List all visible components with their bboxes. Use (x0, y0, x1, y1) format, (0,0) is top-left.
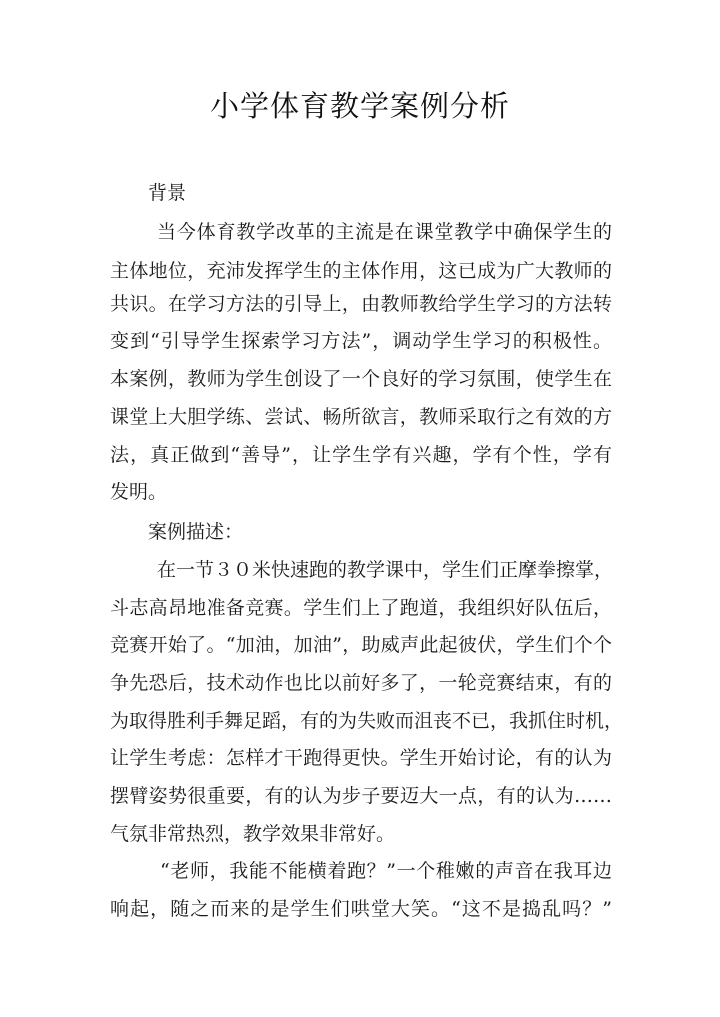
paragraph-line: 法，真正做到“善导”，让学生学有兴趣，学有个性，学有 (110, 444, 612, 466)
paragraph-line: 本案例，教师为学生创设了一个良好的学习氛围，使学生在 (110, 368, 612, 390)
paragraph-line: 为取得胜利手舞足蹈，有的为失败而沮丧不已，我抓住时机， (110, 710, 624, 732)
paragraph-line: 主体地位，充沛发挥学生的主体作用，这已成为广大教师的 (110, 260, 612, 282)
paragraph-line: 摆臂姿势很重要，有的认为步子要迈大一点，有的认为…… (110, 785, 612, 807)
document-title: 小学体育教学案例分析 (209, 89, 510, 123)
paragraph-line: 响起，随之而来的是学生们哄堂大笑。“这不是捣乱吗？” (110, 898, 612, 920)
paragraph-line: 气氛非常热烈，教学效果非常好。 (110, 823, 396, 845)
paragraph-line: 当今体育教学改革的主流是在课堂教学中确保学生的 (157, 221, 612, 243)
paragraph-line: 发明。 (110, 481, 168, 503)
paragraph-line: 让学生考虑：怎样才干跑得更快。学生开始讨论，有的认为 (110, 747, 612, 769)
section-heading-case: 案例描述： (148, 521, 244, 543)
paragraph-line: 在一节３０米快速跑的教学课中，学生们正摩拳擦掌， (157, 559, 614, 581)
section-heading-background: 背景 (148, 182, 187, 204)
paragraph-line: 斗志高昂地准备竞赛。学生们上了跑道，我组织好队伍后， (110, 597, 612, 619)
paragraph-line: “老师，我能不能横着跑？”一个稚嫩的声音在我耳边 (160, 860, 612, 882)
paragraph-line: 课堂上大胆学练、尝试、畅所欲言，教师采取行之有效的方 (110, 406, 612, 428)
paragraph-line: 竞赛开始了。“加油，加油”，助威声此起彼伏，学生们个个 (110, 634, 612, 656)
paragraph-line: 变到“引导学生探索学习方法”，调动学生学习的积极性。 (110, 330, 612, 352)
paragraph-line: 争先恐后，技术动作也比以前好多了，一轮竞赛结束，有的 (110, 672, 612, 694)
paragraph-line: 共识。在学习方法的引导上，由教师教给学生学习的方法转 (110, 293, 612, 315)
